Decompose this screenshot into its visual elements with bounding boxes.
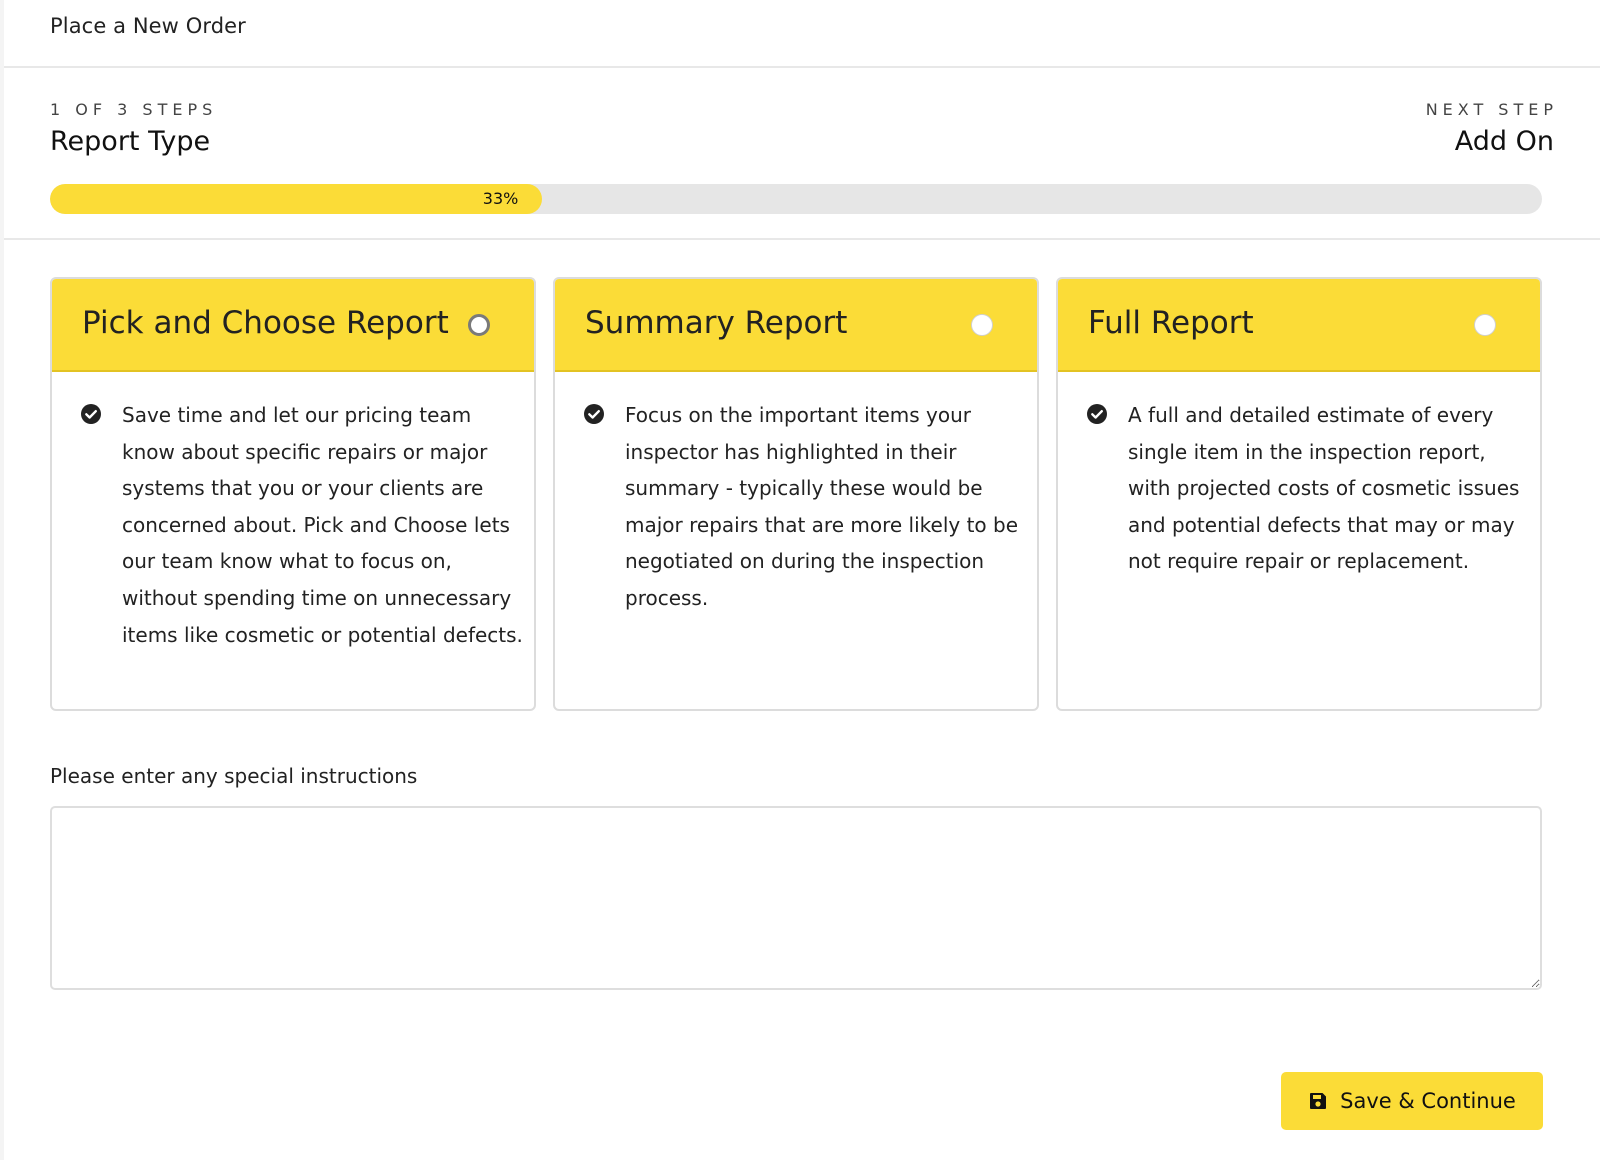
report-radio-pick-and-choose[interactable] [468, 314, 490, 336]
report-card-header[interactable] [555, 279, 1037, 372]
special-instructions-field[interactable] [50, 806, 1542, 990]
report-type-options [50, 277, 1542, 711]
report-card-header[interactable] [52, 279, 534, 372]
check-circle-icon [80, 403, 102, 425]
progress-bar [50, 184, 1542, 214]
report-card-header[interactable] [1058, 279, 1540, 372]
report-radio-full[interactable] [1474, 314, 1496, 336]
floppy-disk-icon [1308, 1091, 1328, 1111]
report-radio-summary[interactable] [971, 314, 993, 336]
check-circle-icon [1086, 403, 1108, 425]
step-count-label: 1 OF 3 STEPS [50, 100, 218, 119]
report-card-pick-and-choose[interactable] [50, 277, 536, 711]
report-card-title: Summary Report [585, 305, 848, 341]
save-button-label: Save & Continue [1340, 1089, 1516, 1113]
report-card-description: Save time and let our pricing team know about specific repairs or major systems that you or your clients are concerned about. Pick and Choose lets our team know what to focus on, without spending time on unnecessary items like cosmetic or potential defects. [122, 403, 523, 647]
save-and-continue-button[interactable] [1281, 1072, 1543, 1130]
report-card-full[interactable] [1056, 277, 1542, 711]
report-card-description: Focus on the important items your inspector has highlighted in their summary - typically these would be major repairs that are more likely to be negotiated on during the inspection process. [625, 403, 1019, 610]
next-step-name: Add On [1454, 126, 1554, 157]
current-step-name: Report Type [50, 126, 211, 157]
report-card-description: A full and detailed estimate of every single item in the inspection report, with projected costs of cosmetic issues and potential defects that may or may not require repair or replacement. [1128, 403, 1520, 574]
page-header [4, 0, 1600, 68]
progress-bar-fill [50, 184, 542, 214]
report-card-title: Pick and Choose Report [82, 305, 449, 341]
check-circle-icon [583, 403, 605, 425]
next-step-label: NEXT STEP [1425, 100, 1558, 119]
order-page [4, 0, 1600, 1160]
report-card-summary[interactable] [553, 277, 1039, 711]
special-instructions-label: Please enter any special instructions [50, 764, 418, 788]
progress-percent-text: 33% [482, 189, 519, 208]
report-card-title: Full Report [1088, 305, 1254, 341]
page-title: Place a New Order [50, 14, 246, 38]
step-progress-section [4, 68, 1600, 240]
